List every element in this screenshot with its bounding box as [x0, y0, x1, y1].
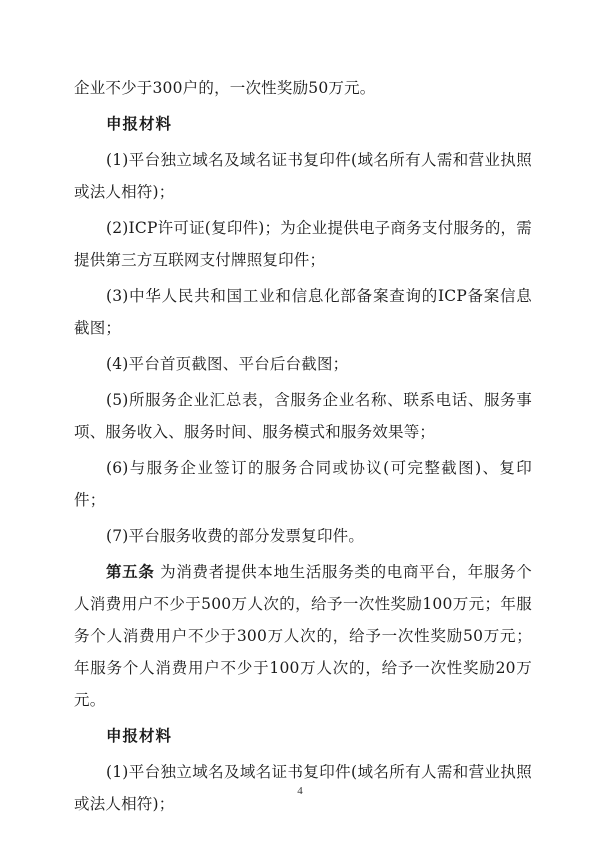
material-item-2: (2)ICP许可证(复印件)；为企业提供电子商务支付服务的，需提供第三方互联网支付牌照复印件； [74, 219, 532, 269]
article-5-text: 为消费者提供本地生活服务类的电商平台，年服务个人消费用户不少于500万人次的，给予一次性奖励100万元；年服务个人消费用户不少于300万人次的，给予一次性奖励50万元；年服务个人消费用户不少于100万人次的，给予一次性奖励20万元。 [74, 563, 532, 709]
material-item-1b: (1)平台独立域名及域名证书复印件(域名所有人需和营业执照或法人相符)； [74, 763, 532, 813]
document-body [74, 72, 532, 820]
page-number: 4 [297, 785, 303, 797]
section-heading-materials: 申报材料 [106, 114, 173, 133]
article-5-paragraph [74, 556, 532, 716]
material-item-5: (5)所服务企业汇总表，含服务企业名称、联系电话、服务事项、服务收入、服务时间、服务模式和服务效果等； [74, 391, 532, 441]
section-heading-materials-2: 申报材料 [106, 726, 173, 745]
paragraph-continuation: 企业不少于300户的，一次性奖励50万元。 [74, 79, 376, 97]
material-item-1: (1)平台独立域名及域名证书复印件(域名所有人需和营业执照或法人相符)； [74, 151, 532, 201]
article-5-label: 第五条 [106, 562, 155, 581]
material-item-7: (7)平台服务收费的部分发票复印件。 [106, 527, 365, 545]
material-item-4: (4)平台首页截图、平台后台截图； [106, 355, 349, 373]
material-item-6: (6)与服务企业签订的服务合同或协议(可完整截图)、复印件； [74, 459, 532, 509]
material-item-3: (3)中华人民共和国工业和信息化部备案查询的ICP备案信息截图； [74, 287, 532, 337]
